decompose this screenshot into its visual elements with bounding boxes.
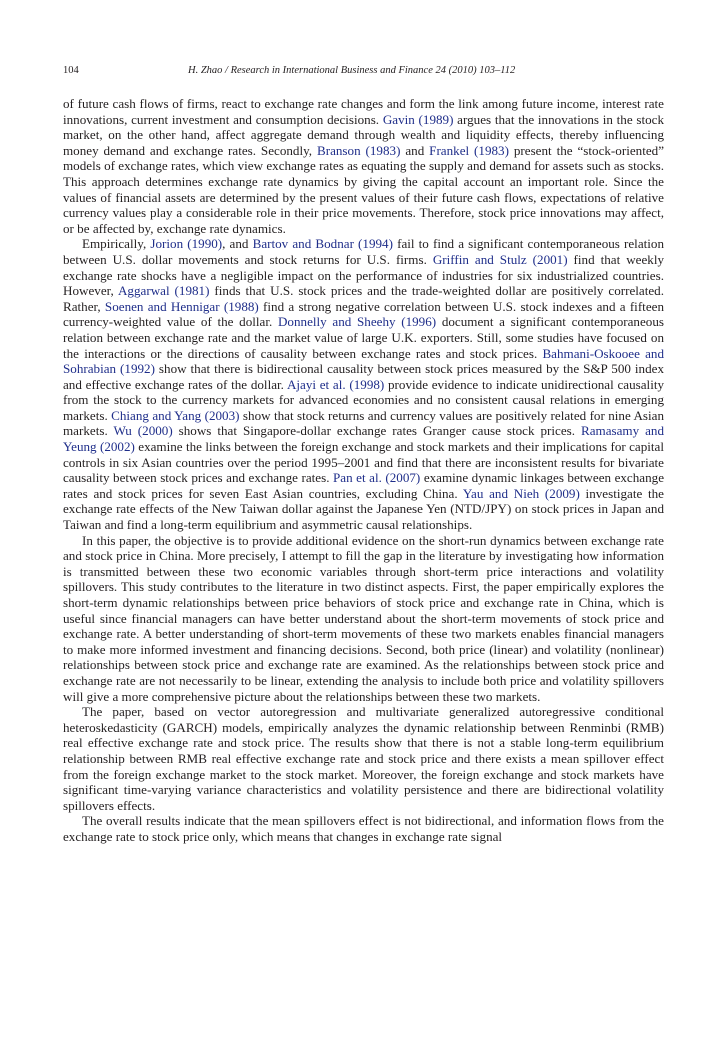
citation-link[interactable]: Yau and Nieh (2009): [462, 485, 580, 501]
running-title: H. Zhao / Research in International Business and Finance 24 (2010) 103–112: [188, 65, 516, 76]
paragraph-text: finds that U.S. stock prices and the trade-weighted dollar are positively correlated. Rather,: [63, 283, 664, 314]
citation-link[interactable]: Gavin (1989): [382, 111, 454, 127]
paragraph-text: , and: [222, 236, 253, 252]
paragraph-text: provide evidence to indicate unidirectional causality from the stock to the currency markets for advanced economies and no consistent causal relations in emerging markets.: [63, 376, 665, 423]
citation-link[interactable]: Branson (1983): [316, 142, 401, 158]
paragraph: [63, 813, 664, 844]
page-number: 104: [63, 65, 79, 76]
paragraph-text: investigate the exchange rate effects of the New Taiwan dollar against the Japanese Yen (NTD/JPY) on stock prices in Japan and Taiwan and find a long-term equilibrium and asymmetric causal relationships.: [63, 485, 664, 533]
citation-link[interactable]: Pan et al. (2007): [333, 470, 421, 486]
paragraph-text: show that there is bidirectional causality between stock prices measured by the S&P 500 index and effective exchange rates of the dollar.: [63, 361, 664, 392]
paragraph-text: show that stock returns and currency values are positively related for nine Asian markets.: [63, 407, 665, 439]
citation-link[interactable]: Griffin and Stulz (2001): [432, 251, 568, 267]
paragraph-text: shows that Singapore-dollar exchange rates Granger cause stock prices.: [172, 423, 581, 439]
citation-link[interactable]: Jorion (1990): [150, 236, 223, 252]
body-text: [63, 96, 664, 845]
paragraph-text: document a significant contemporaneous relation between exchange rate and the market value of large U.K. exporters. Still, some studies have focused on the interactions or the directions of causality between exchange rates and stock prices.: [63, 314, 664, 361]
citation-link[interactable]: Donnelly and Sheehy (1996): [277, 314, 437, 330]
paragraph-text: examine the links between the foreign exchange and stock markets and their implications for capital controls in six Asian countries over the period 1995–2001 and find that there are inconsistent results for bivariate causality between stock prices and exchange rates.: [63, 439, 664, 486]
citation-link[interactable]: Ajayi et al. (1998): [286, 376, 385, 392]
paragraph-text: fail to find a significant contemporaneous relation between U.S. dollar movements and stock returns for U.S. firms.: [63, 236, 664, 267]
paragraph: [63, 96, 664, 236]
citation-link[interactable]: Bartov and Bodnar (1994): [252, 236, 393, 252]
paragraph-text: find a strong negative correlation between U.S. stock indexes and a fifteen currency-weighted value of the dollar.: [63, 298, 664, 330]
paragraph-text: examine dynamic linkages between exchange rates and stock prices for seven East Asian countries, excluding China.: [63, 470, 665, 501]
paragraph-text: The overall results indicate that the mean spillovers effect is not bidirectional, and information flows from the exchange rate to stock price only, which means that changes in exchange rate signal: [63, 813, 664, 844]
paragraph-text: and: [400, 142, 430, 158]
paragraph-text: find that weekly exchange rate shocks have a negligible impact on the performance of industries for six industrialized countries. However,: [63, 251, 665, 299]
paragraph: [63, 704, 664, 813]
citation-link[interactable]: Wu (2000): [113, 423, 173, 439]
paragraph-text: In this paper, the objective is to provide additional evidence on the short-run dynamics between exchange rate and stock price in China. More precisely, I attempt to fill the gap in the literature by investigating how information is transmitted between these two economic variables through short-term price interactions and volatility spillovers. This study contributes to the literature in two distinct aspects. First, the paper empirically explores the short-term dynamic relationships between price behaviors of stock price and exchange rate in China, which is useful since financial managers can have better understand about the short-term movements of stock price and exchange rate. A better understanding of short-term movements of these two markets enables financial managers to make more informed investment and financing decisions. Second, both price (linear) and volatility (nonlinear) relationships between stock price and exchange rate are examined. As the relationships between stock price and exchange rate are not necessarily to be linear, extending the analysis to include both price and volatility spillovers will give a more comprehensive picture about the relationships between these two markets.: [63, 532, 664, 704]
paragraph-text: The paper, based on vector autoregression and multivariate generalized autoregressive conditional heteroskedasticity (GARCH) models, empirically analyzes the dynamic relationship between Renminbi (RMB) real effective exchange rate and stock price. The results show that there is not a stable long-term equilibrium relationship between RMB real effective exchange rate and stock price and there exists a mean spillover effect from the foreign exchange market to the stock market. Moreover, the foreign exchange and stock markets have significant time-varying variance characteristics and volatility persistence and there are bidirectional volatility spillovers effects.: [63, 704, 664, 813]
paragraph-text: of future cash flows of firms, react to exchange rate changes and form the link among future income, interest rate innovations, current investment and consumption decisions.: [63, 96, 664, 127]
paragraph-text: present the “stock-oriented” models of exchange rates, which view exchange rates as equating the supply and demand for assets such as stocks. This approach determines exchange rate dynamics by giving the capital account an important role. Since the values of financial assets are determined by the present values of their future cash flows, expectations of relative currency values play a considerable role in their price movements. Therefore, stock price innovations may affect, or be affected by, exchange rate dynamics.: [63, 142, 665, 236]
citation-link[interactable]: Chiang and Yang (2003): [111, 407, 240, 423]
running-header: [63, 64, 664, 78]
citation-link[interactable]: Frankel (1983): [429, 142, 509, 158]
paragraph-text: argues that the innovations in the stock market, on the other hand, affect aggregate demand through wealth and liquidity effects, thereby influencing money demand and exchange rates. Secondly,: [63, 111, 665, 158]
paragraph-text: Empirically,: [82, 236, 151, 252]
citation-link[interactable]: Bahmani-Oskooee and Sohrabian (1992): [63, 345, 664, 377]
paragraph: [63, 236, 664, 532]
paragraph: [63, 533, 664, 705]
citation-link[interactable]: Soenen and Hennigar (1988): [104, 298, 259, 314]
citation-link[interactable]: Aggarwal (1981): [117, 283, 210, 299]
citation-link[interactable]: Ramasamy and Yeung (2002): [63, 423, 665, 455]
